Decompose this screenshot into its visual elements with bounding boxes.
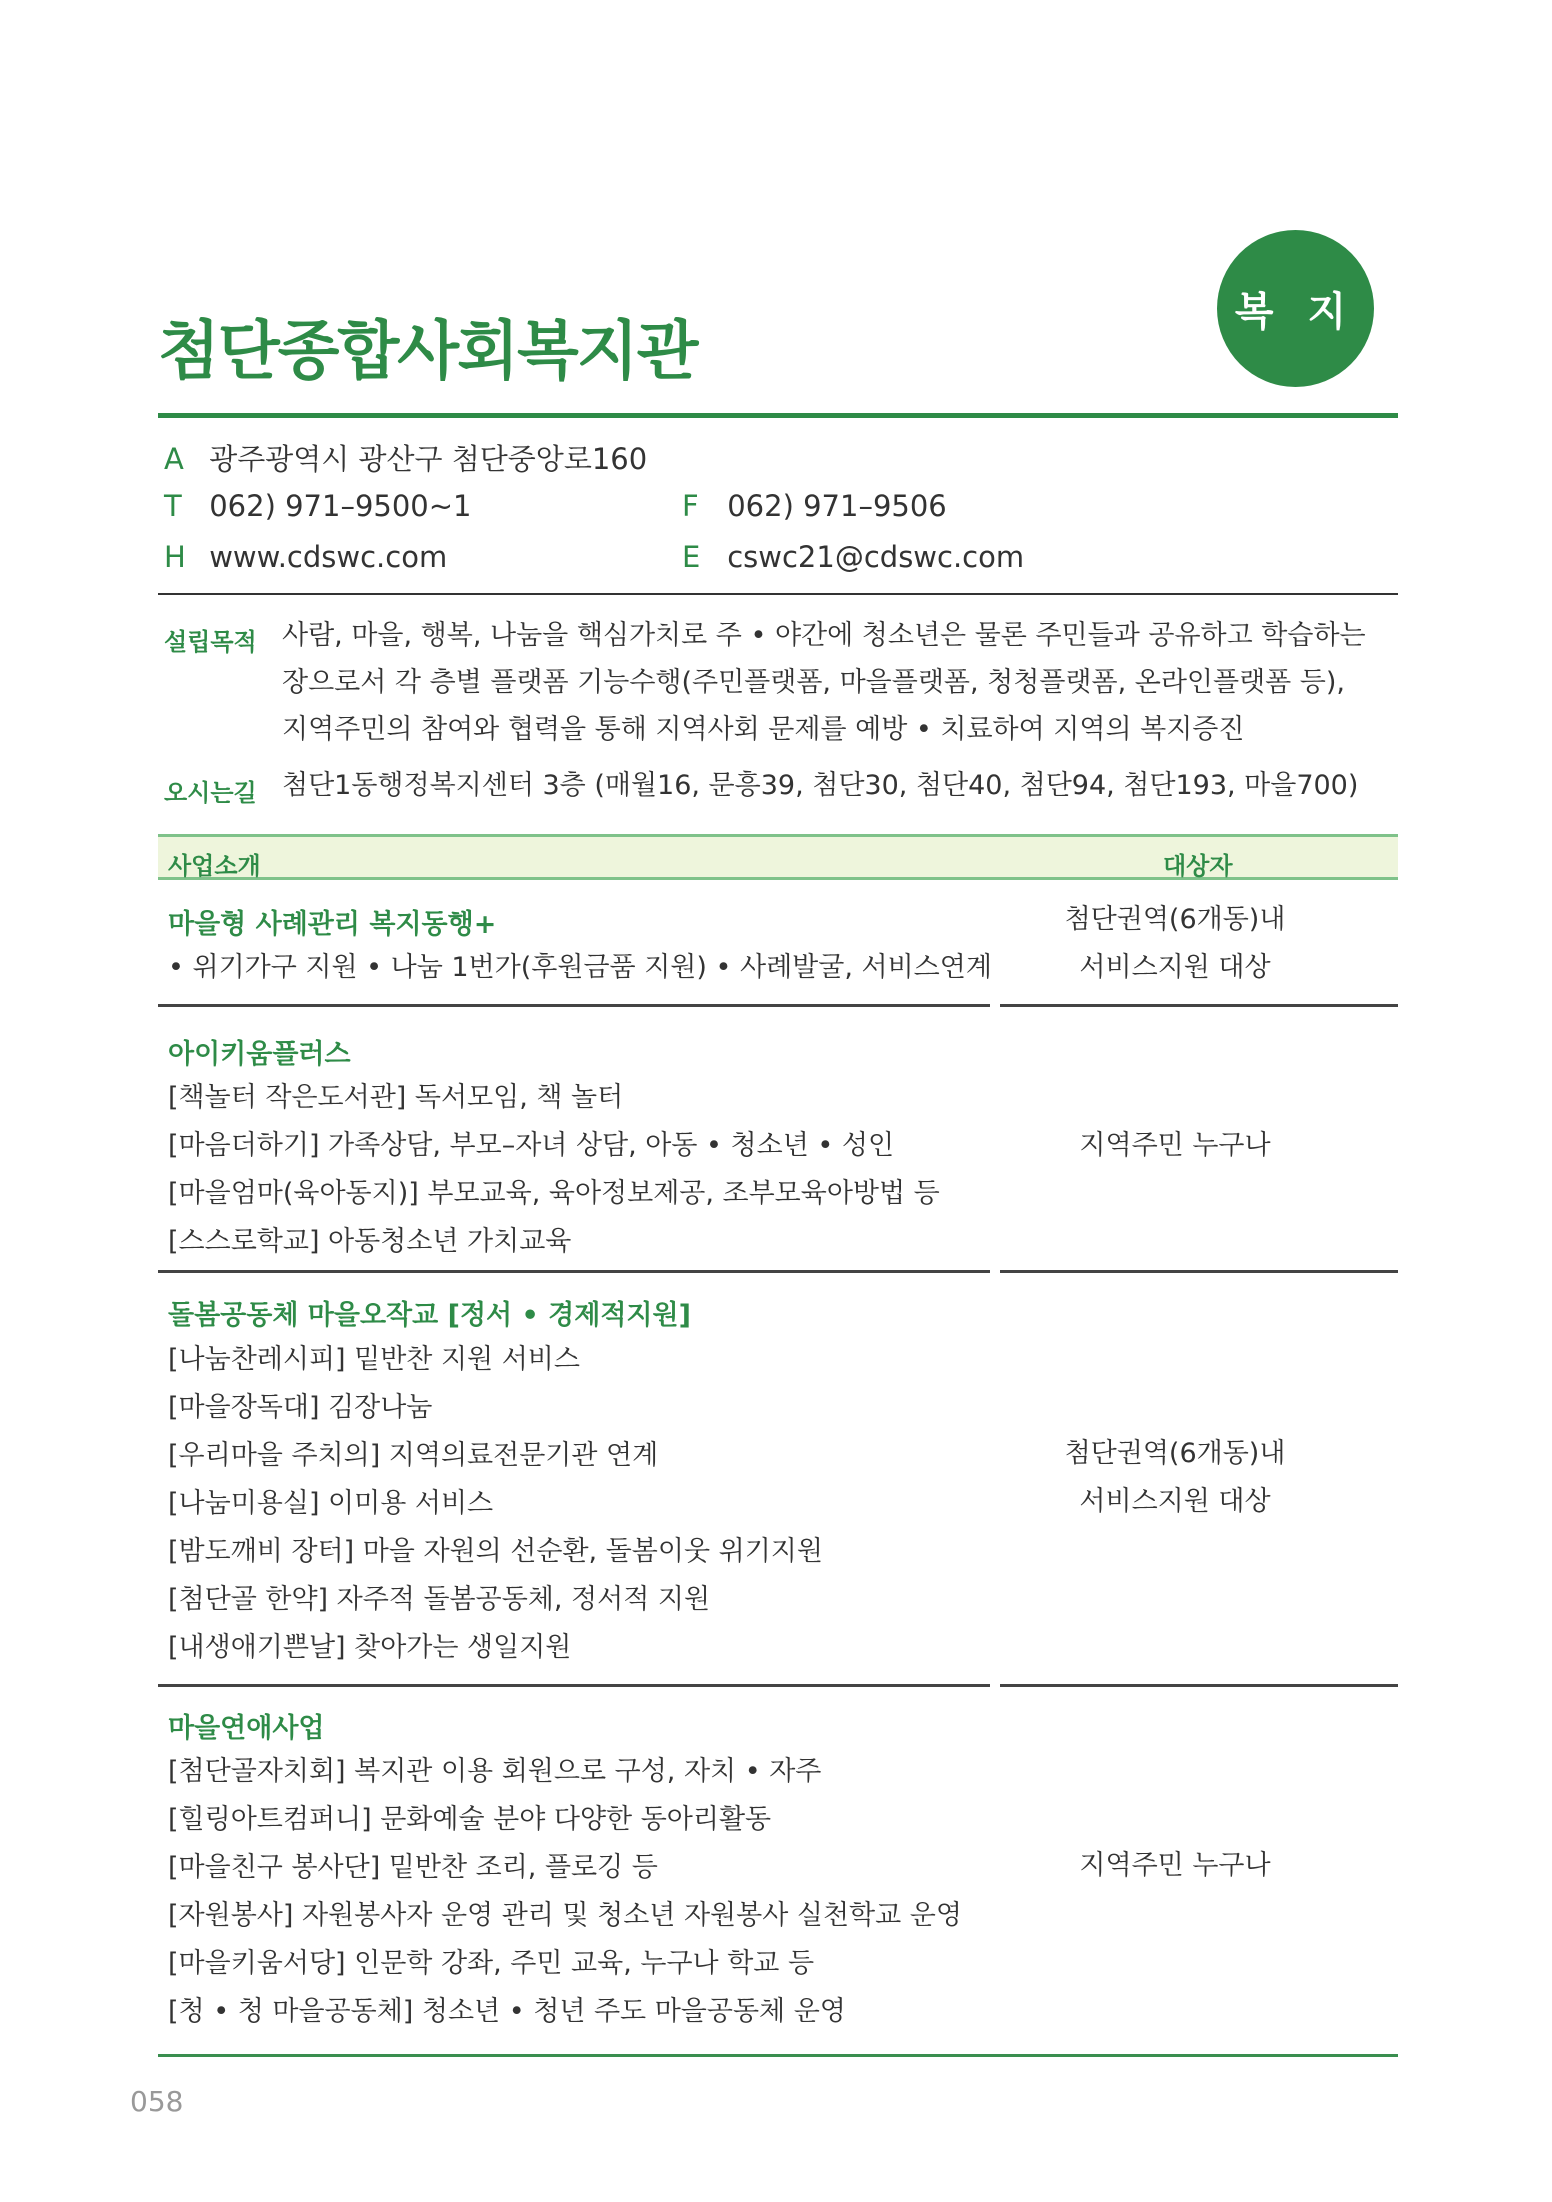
homepage-key: H <box>164 540 186 574</box>
page-number: 058 <box>130 2085 184 2118</box>
program-line: [나눔미용실] 이미용 서비스 <box>168 1488 494 1519</box>
tel-key: T <box>164 489 182 523</box>
table-header <box>158 834 1398 880</box>
program-line: [자원봉사] 자원봉사자 운영 관리 및 청소년 자원봉사 실천학교 운영 <box>168 1900 962 1931</box>
program-line: [힐링아트컴퍼니] 문화예술 분야 다양한 동아리활동 <box>168 1804 772 1835</box>
program-target <box>1000 1842 1350 1890</box>
address-row <box>164 437 647 478</box>
row-divider <box>158 1684 990 1687</box>
program-line: [책놀터 작은도서관] 독서모임, 책 놀터 <box>168 1082 624 1113</box>
homepage-link[interactable]: www.cdswc.com <box>209 540 448 574</box>
row-divider <box>1000 1270 1398 1273</box>
program-line: [나눔찬레시피] 밑반찬 지원 서비스 <box>168 1344 580 1375</box>
program-line: [스스로학교] 아동청소년 가치교육 <box>168 1226 572 1257</box>
address-value: 광주광역시 광산구 첨단중앙로160 <box>209 442 648 476</box>
program-line: [밤도깨비 장터] 마을 자원의 선순환, 돌봄이웃 위기지원 <box>168 1536 823 1567</box>
row-divider <box>158 1270 990 1273</box>
program-lines <box>168 1336 823 1672</box>
address-key: A <box>164 442 184 476</box>
program-line: [첨단골 한약] 자주적 돌봄공동체, 정서적 지원 <box>168 1584 711 1615</box>
fax-key: F <box>682 489 699 523</box>
page-title: 첨단종합사회복지관 <box>158 315 697 389</box>
row-divider <box>1000 1004 1398 1007</box>
program-line: • 위기가구 지원 • 나눔 1번가(후원금품 지원) • 사례발굴, 서비스연계 <box>168 952 992 983</box>
target-line: 지역주민 누구나 <box>1079 1130 1271 1161</box>
header-program: 사업소개 <box>168 852 261 880</box>
purpose-label: 설립목적 <box>164 628 257 656</box>
email-row <box>682 540 1024 574</box>
program-line: [마을친구 봉사단] 밑반찬 조리, 플로깅 등 <box>168 1852 658 1883</box>
row-divider <box>158 1004 990 1007</box>
purpose-line: 장으로서 각 층별 플랫폼 기능수행(주민플랫폼, 마을플랫폼, 청청플랫폼, 온라인플랫폼 등), <box>282 667 1346 698</box>
tel-row <box>164 489 472 523</box>
purpose-text <box>282 612 1382 753</box>
target-line: 서비스지원 대상 <box>1079 952 1271 983</box>
program-title: 아이키움플러스 <box>168 1039 351 1070</box>
target-line: 첨단권역(6개동)내 <box>1064 904 1286 935</box>
title-divider <box>158 413 1398 418</box>
program-line: [청 • 청 마을공동체] 청소년 • 청년 주도 마을공동체 운영 <box>168 1996 846 2027</box>
program-title: 돌봄공동체 마을오작교 [정서 • 경제적지원] <box>168 1300 691 1331</box>
target-line: 서비스지원 대상 <box>1079 1486 1271 1517</box>
directions-text: 첨단1동행정복지센터 3층 (매월16, 문흥39, 첨단30, 첨단40, 첨단94, 첨단193, 마을700) <box>282 770 1359 801</box>
program-title: 마을연애사업 <box>168 1713 325 1744</box>
program-target <box>1000 1430 1350 1526</box>
program-lines <box>168 944 992 992</box>
tel-value: 062) 971–9500~1 <box>209 489 472 523</box>
program-target <box>1000 1122 1350 1170</box>
fax-row <box>682 489 947 523</box>
table-bottom-rule <box>158 2054 1398 2057</box>
program-line: [마을키움서당] 인문학 강좌, 주민 교육, 누구나 학교 등 <box>168 1948 815 1979</box>
email-link[interactable]: cswc21@cdswc.com <box>727 540 1025 574</box>
program-line: [첨단골자치회] 복지관 이용 회원으로 구성, 자치 • 자주 <box>168 1756 822 1787</box>
program-lines <box>168 1074 940 1266</box>
target-line: 첨단권역(6개동)내 <box>1064 1438 1286 1469</box>
directions-label: 오시는길 <box>164 779 257 807</box>
category-badge: 복 지 <box>1217 230 1374 387</box>
header-target: 대상자 <box>1163 852 1233 880</box>
purpose-line: 사람, 마을, 행복, 나눔을 핵심가치로 주 • 야간에 청소년은 물론 주민들과 공유하고 학습하는 <box>282 620 1366 651</box>
program-line: [내생애기쁜날] 찾아가는 생일지원 <box>168 1632 572 1663</box>
homepage-row <box>164 540 447 574</box>
program-line: [우리마을 주치의] 지역의료전문기관 연계 <box>168 1440 659 1471</box>
purpose-line: 지역주민의 참여와 협력을 통해 지역사회 문제를 예방 • 치료하여 지역의 복지증진 <box>282 714 1245 745</box>
program-line: [마을엄마(육아동지)] 부모교육, 육아정보제공, 조부모육아방법 등 <box>168 1178 940 1209</box>
program-lines <box>168 1748 962 2036</box>
program-target <box>1000 896 1350 992</box>
target-line: 지역주민 누구나 <box>1079 1850 1271 1881</box>
row-divider <box>1000 1684 1398 1687</box>
program-line: [마을장독대] 김장나눔 <box>168 1392 433 1423</box>
program-line: [마음더하기] 가족상담, 부모–자녀 상담, 아동 • 청소년 • 성인 <box>168 1130 895 1161</box>
email-key: E <box>682 540 701 574</box>
fax-value: 062) 971–9506 <box>727 489 947 523</box>
contact-divider <box>158 593 1398 595</box>
program-title: 마을형 사례관리 복지동행+ <box>168 909 497 940</box>
